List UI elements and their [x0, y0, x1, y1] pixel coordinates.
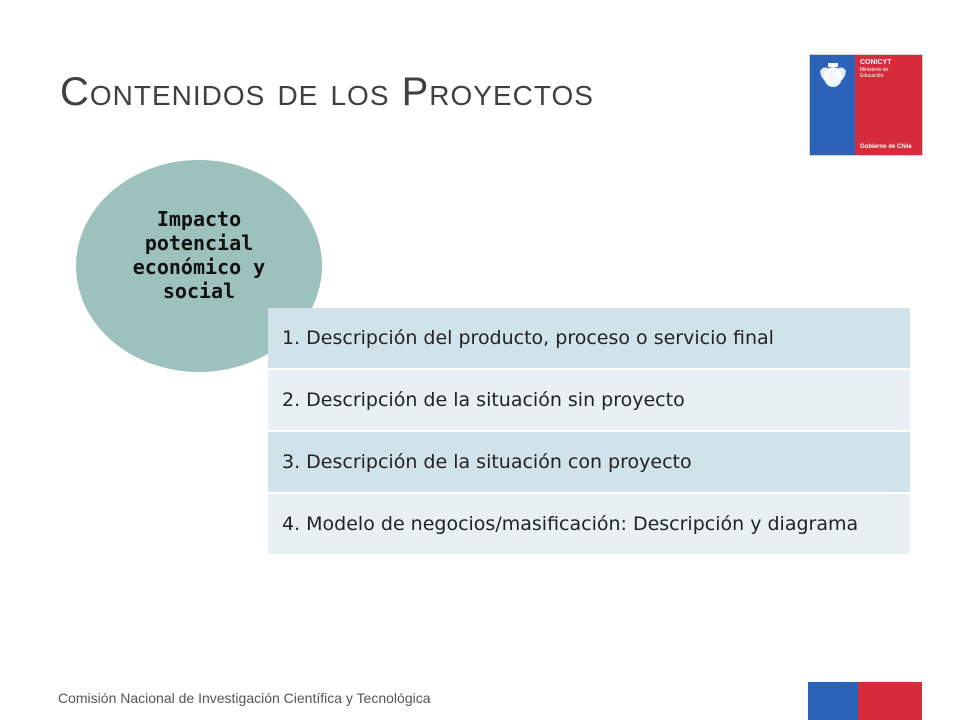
chile-flag-bar [808, 682, 922, 720]
slide-title: Contenidos de los Proyectos [60, 70, 594, 114]
list-item: 1. Descripción del producto, proceso o servicio final [268, 308, 910, 370]
list-item: 3. Descripción de la situación con proyecto [268, 432, 910, 494]
list-item: 4. Modelo de negocios/masificación: Descripción y diagrama [268, 494, 910, 556]
impact-ellipse-label: Impacto potencial económico y social [132, 207, 266, 303]
chile-crest-icon [816, 61, 850, 91]
list-item: 2. Descripción de la situación sin proyecto [268, 370, 910, 432]
footer-text: Comisión Nacional de Investigación Científica y Tecnológica [58, 690, 431, 706]
logo-ministry-line1: Ministerio de [860, 67, 889, 73]
logo-ministry-line2: Educación [860, 73, 884, 79]
conicyt-logo [810, 55, 922, 155]
contents-list [268, 308, 910, 556]
logo-org-name: CONICYT [860, 59, 892, 66]
logo-government: Gobierno de Chile [860, 144, 912, 150]
